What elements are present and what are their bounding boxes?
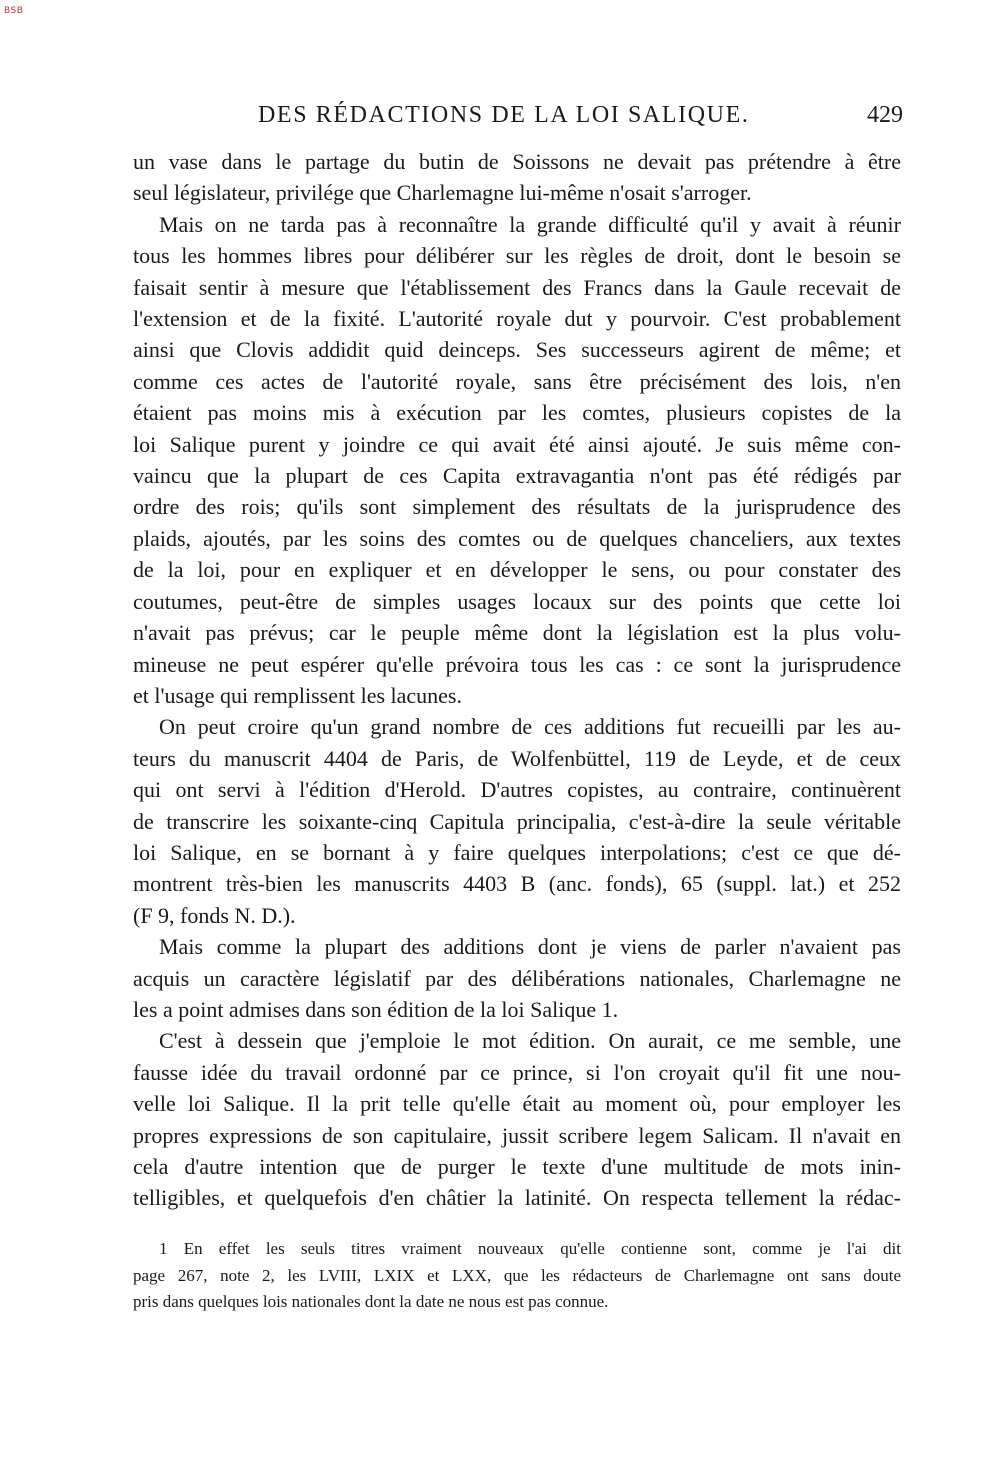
text-line: plaids, ajoutés, par les soins des comtes ou de quelques chanceliers, aux textes xyxy=(133,525,901,551)
text-line: fausse idée du travail ordonné par ce prince, si l'on croyait qu'il fit une nou- xyxy=(133,1059,901,1085)
paragraph xyxy=(133,711,901,931)
text-line: et l'usage qui remplissent les lacunes. xyxy=(133,682,462,708)
text-line: coutumes, peut-être de simples usages locaux sur des points que cette loi xyxy=(133,588,901,614)
text-line: C'est à dessein que j'emploie le mot édition. On aurait, ce me semble, une xyxy=(159,1028,901,1054)
footnote-line: pris dans quelques lois nationales dont la date ne nous est pas connue. xyxy=(133,1292,609,1311)
paragraph xyxy=(133,1025,901,1213)
footnote xyxy=(133,1236,901,1316)
page-number: 429 xyxy=(867,102,903,128)
text-line: seul législateur, privilége que Charlemagne lui-même n'osait s'arroger. xyxy=(133,180,752,206)
text-line: telligibles, et quelquefois d'en châtier la latinité. On respecta tellement la rédac- xyxy=(133,1185,901,1211)
footnote-line: page 267, note 2, les LVIII, LXIX et LXX, que les rédacteurs de Charlemagne ont sans doute xyxy=(133,1265,901,1285)
text-line: de la loi, pour en expliquer et en développer le sens, ou pour constater des xyxy=(133,557,901,583)
text-line: qui ont servi à l'édition d'Herold. D'autres copistes, au contraire, continuèrent xyxy=(133,777,901,803)
text-line: loi Salique purent y joindre ce qui avait été ainsi ajouté. Je suis même con- xyxy=(133,431,901,457)
paragraph xyxy=(133,146,901,209)
text-line: tous les hommes libres pour délibérer sur les règles de droit, dont le besoin se xyxy=(133,243,901,269)
text-line: loi Salique, en se bornant à y faire quelques interpolations; c'est ce que dé- xyxy=(133,839,901,865)
running-title: DES RÉDACTIONS DE LA LOI SALIQUE. xyxy=(258,102,750,128)
text-line: Mais on ne tarda pas à reconnaître la grande difficulté qu'il y avait à réunir xyxy=(159,211,901,237)
text-line: On peut croire qu'un grand nombre de ces additions fut recueilli par les au- xyxy=(159,714,901,740)
text-line: teurs du manuscrit 4404 de Paris, de Wolfenbüttel, 119 de Leyde, et de ceux xyxy=(133,745,901,771)
text-line: un vase dans le partage du butin de Soissons ne devait pas prétendre à être xyxy=(133,149,901,174)
text-line: étaient pas moins mis à exécution par les comtes, plusieurs copistes de la xyxy=(133,400,901,426)
text-line: Mais comme la plupart des additions dont je viens de parler n'avaient pas xyxy=(159,934,901,960)
paragraph xyxy=(133,209,901,712)
text-line: l'extension et de la fixité. L'autorité royale dut y pourvoir. C'est probablement xyxy=(133,306,901,332)
text-line: acquis un caractère législatif par des délibérations nationales, Charlemagne ne xyxy=(133,965,901,991)
text-line: mineuse ne peut espérer qu'elle prévoira tous les cas : ce sont la jurisprudence xyxy=(133,651,901,677)
text-line: propres expressions de son capitulaire, jussit scribere legem Salicam. Il n'avait en xyxy=(133,1122,901,1148)
page-header xyxy=(133,100,903,136)
text-line: montrent très-bien les manuscrits 4403 B (anc. fonds), 65 (suppl. lat.) et 252 xyxy=(133,871,901,897)
text-line: velle loi Salique. Il la prit telle qu'elle était au moment où, pour employer les xyxy=(133,1091,901,1117)
text-line: les a point admises dans son édition de la loi Salique 1. xyxy=(133,996,619,1022)
text-line: (F 9, fonds N. D.). xyxy=(133,902,296,928)
text-line: cela d'autre intention que de purger le texte d'une multitude de mots inin- xyxy=(133,1154,901,1179)
footnote-line: 1 En effet les seuls titres vraiment nouveaux qu'elle contienne sont, comme je l'ai dit xyxy=(159,1239,901,1258)
text-line: vaincu que la plupart de ces Capita extravagantia n'ont pas été rédigés par xyxy=(133,463,901,489)
paragraph xyxy=(133,931,901,1025)
text-line: comme ces actes de l'autorité royale, sans être précisément des lois, n'en xyxy=(133,368,901,394)
library-stamp: BSB xyxy=(4,6,24,16)
text-line: n'avait pas prévus; car le peuple même dont la législation est la plus volu- xyxy=(133,620,901,646)
text-line: faisait sentir à mesure que l'établissement des Francs dans la Gaule recevait de xyxy=(133,274,901,300)
text-line: ainsi que Clovis addidit quid deinceps. Ses successeurs agirent de même; et xyxy=(133,337,901,363)
text-line: de transcrire les soixante-cinq Capitula principalia, c'est-à-dire la seule véritable xyxy=(133,808,901,834)
text-line: ordre des rois; qu'ils sont simplement des résultats de la jurisprudence des xyxy=(133,494,901,520)
body-text xyxy=(133,146,901,1214)
